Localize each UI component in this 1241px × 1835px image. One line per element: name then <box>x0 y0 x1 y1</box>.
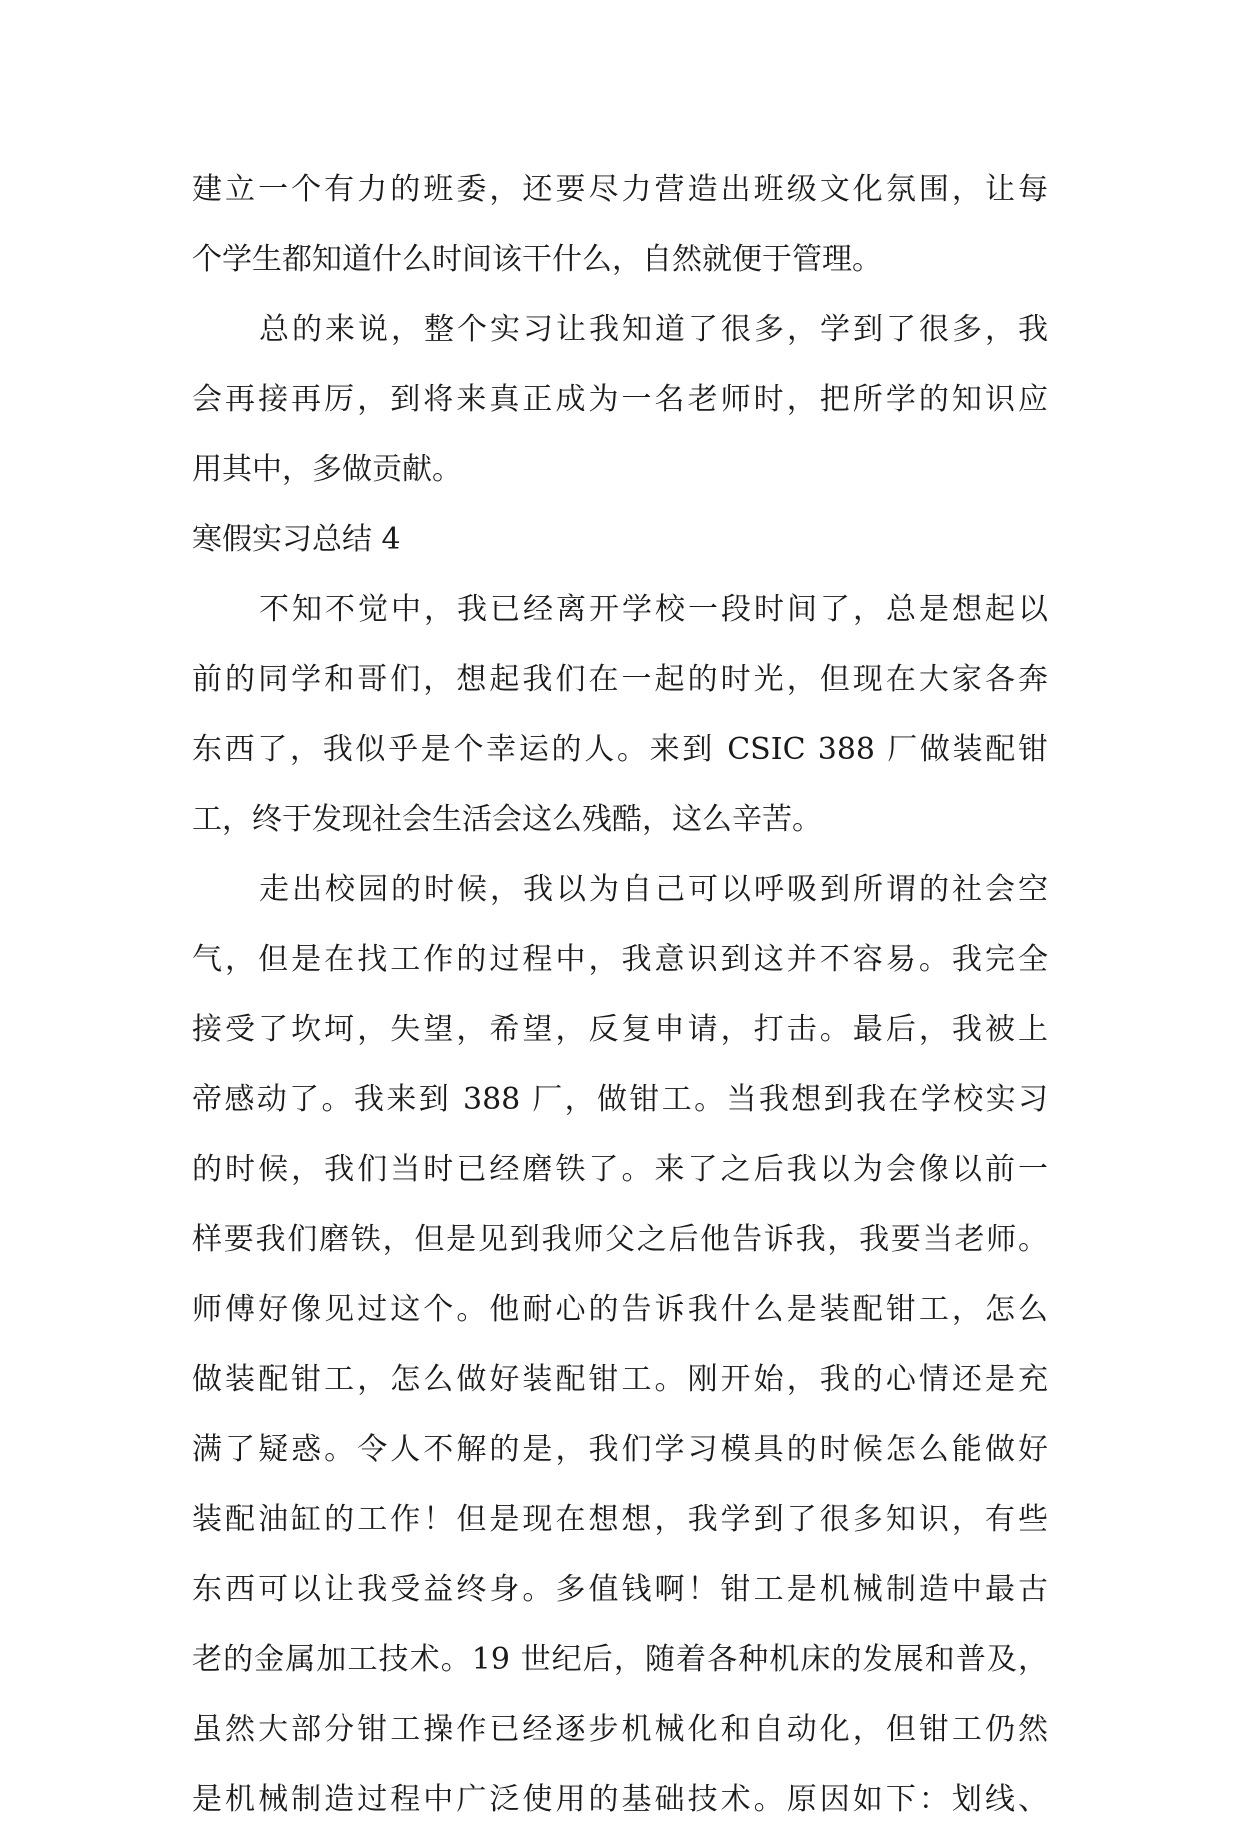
text-line: 装配油缸的工作！但是现在想想，我学到了很多知识，有些 <box>192 1502 1048 1537</box>
text-line: 前的同学和哥们，想起我们在一起的时光，但现在大家各奔 <box>192 662 1048 697</box>
text-line: 东西可以让我受益终身。多值钱啊！钳工是机械制造中最古 <box>192 1572 1048 1607</box>
text-line: 不知不觉中，我已经离开学校一段时间了，总是想起以 <box>259 592 1048 627</box>
text-line: 满了疑惑。令人不解的是，我们学习模具的时候怎么能做好 <box>192 1432 1048 1467</box>
text-line: 样要我们磨铁，但是见到我师父之后他告诉我，我要当老师。 <box>192 1222 1048 1257</box>
paragraph <box>192 155 1048 295</box>
paragraph <box>192 575 1048 855</box>
document-body <box>192 155 1048 1835</box>
text-line: 建立一个有力的班委，还要尽力营造出班级文化氛围，让每 <box>192 172 1048 207</box>
text-line: 总的来说，整个实习让我知道了很多，学到了很多，我 <box>259 312 1048 347</box>
text-line: 用其中，多做贡献。 <box>192 452 462 487</box>
text-line: 做装配钳工，怎么做好装配钳工。刚开始，我的心情还是充 <box>192 1362 1048 1397</box>
text-line: 老的金属加工技术。19 世纪后，随着各种机床的发展和普及， <box>192 1642 1048 1677</box>
text-line: 虽然大部分钳工操作已经逐步机械化和自动化，但钳工仍然 <box>192 1712 1048 1747</box>
paragraph <box>192 295 1048 505</box>
text-line: 个学生都知道什么时间该干什么，自然就便于管理。 <box>192 242 882 277</box>
text-line: 气，但是在找工作的过程中，我意识到这并不容易。我完全 <box>192 942 1048 977</box>
text-line: 东西了，我似乎是个幸运的人。来到 CSIC 388 厂做装配钳 <box>192 732 1048 767</box>
text-line: 帝感动了。我来到 388 厂，做钳工。当我想到我在学校实习 <box>192 1082 1048 1117</box>
text-line: 是机械制造过程中广泛使用的基础技术。原因如下：划线、 <box>192 1782 1048 1817</box>
section-heading: 寒假实习总结 4 <box>192 522 401 557</box>
text-line: 会再接再厉，到将来真正成为一名老师时，把所学的知识应 <box>192 382 1048 417</box>
text-line: 走出校园的时候，我以为自己可以呼吸到所谓的社会空 <box>259 872 1048 907</box>
paragraph <box>192 855 1048 1835</box>
text-line: 接受了坎坷，失望，希望，反复申请，打击。最后，我被上 <box>192 1012 1048 1047</box>
text-line: 的时候，我们当时已经磨铁了。来了之后我以为会像以前一 <box>192 1152 1048 1187</box>
text-line: 工，终于发现社会生活会这么残酷，这么辛苦。 <box>192 802 822 837</box>
text-line: 师傅好像见过这个。他耐心的告诉我什么是装配钳工，怎么 <box>192 1292 1048 1327</box>
